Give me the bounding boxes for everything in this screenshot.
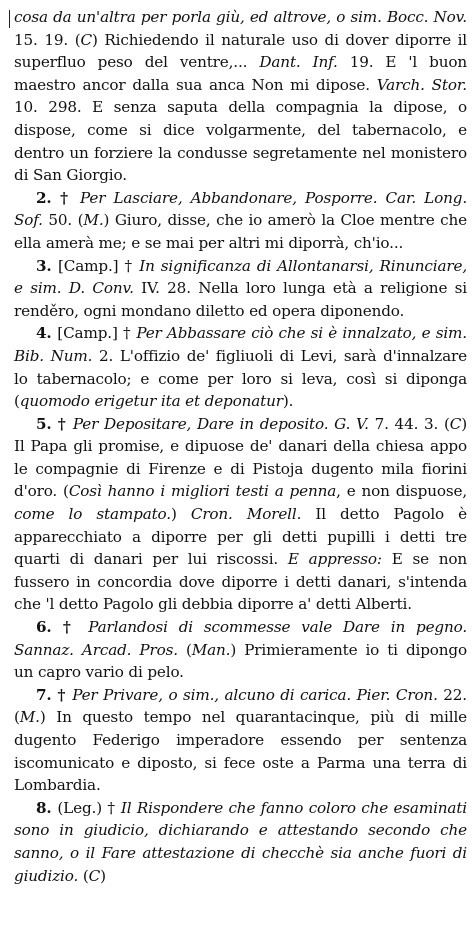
paragraph-6 bbox=[14, 616, 467, 684]
text-run: ). bbox=[282, 392, 294, 411]
text-run: Bocc. Nov. bbox=[386, 8, 467, 26]
text-run: C bbox=[80, 30, 92, 49]
text-run: 4. bbox=[36, 324, 58, 343]
text-run: Il Rispondere che fanno coloro che esaminati sono in giudicio, dichiarando e attestando secondo che sanno, o il Fare attestazione di checchè sia anche fuori di giudizio. bbox=[14, 798, 467, 885]
text-run: Parlandosi di scommesse vale Dare in pegno. Sannaz. Arcad. Pros. bbox=[14, 618, 468, 659]
text-run: [Camp.] † bbox=[57, 324, 137, 343]
text-run: IV. 28. Nella loro lunga età a religione si renděro, ogni mondano diletto ed opera diponendo. bbox=[14, 279, 467, 320]
text-run: Il detto Pagolo è apparecchiato a diporre per gli detti pupilli i detti tre quarti di danari per lui riscossi. bbox=[14, 505, 467, 569]
text-run: ) In questo tempo nel quarantacinque, più di mille dugento Federigo imperadore essendo per sentenza iscomunicato e diposto, si fece oste a Parma una terra di Lombardia. bbox=[14, 708, 467, 795]
text-run: 3. bbox=[36, 256, 59, 275]
text-run: come lo stampato. bbox=[14, 505, 171, 524]
text-run: 22. ( bbox=[14, 685, 467, 727]
text-run: Per Privare, o sim., alcuno di carica. Pier. Cron. bbox=[72, 685, 438, 704]
text-run: 50. ( bbox=[42, 211, 84, 230]
text-run: E se non fussero in concordia dove diporre i detti danari, s'intenda che 'l detto Pagolo gli debbia diporre a' detti Alberti. bbox=[14, 550, 467, 614]
text-run: (Leg.) † bbox=[57, 798, 121, 817]
text-run: ) bbox=[100, 866, 106, 885]
text-run: cosa da un'altra per porla giù, ed altrove, o sim. bbox=[14, 8, 382, 26]
text-run: M. bbox=[19, 708, 40, 727]
text-run: Per Depositare, Dare in deposito. G. V. bbox=[72, 414, 369, 433]
text-run: M. bbox=[83, 211, 104, 230]
text-run: Cron. Morell. bbox=[190, 505, 302, 524]
text-run: ) bbox=[170, 505, 191, 524]
text-run: Man. bbox=[191, 640, 231, 659]
text-run: 2. L'offizio de' figliuoli di Levi, sarà d'innalzare lo tabernacolo; e come per loro si leva, così si diponga ( bbox=[14, 346, 467, 411]
text-run: Varch. Stor. bbox=[376, 75, 467, 94]
text-run: ) Primieramente io ti dipongo un capro vario di pelo. bbox=[14, 640, 467, 682]
text-run: ( bbox=[78, 866, 89, 885]
column-rule bbox=[9, 10, 10, 28]
text-run: In significanza di Allontanarsi, Rinunciare, e sim. D. Conv. bbox=[14, 256, 467, 298]
text-run: 7. 44. 3. ( bbox=[368, 414, 450, 433]
text-run: 10. 298. E senza saputa della compagnia la dipose, o dispose, come si dice volgarmente, del tabernacolo, e dentro un forziere la condusse segretamente nel monistero di San Giorgio. bbox=[14, 98, 467, 185]
text-run: 7. † bbox=[36, 685, 73, 704]
text-run: 19. E 'l buon maestro ancor dalla sua anca Non mi dipose. bbox=[14, 53, 467, 94]
text-run: 15. 19. ( bbox=[14, 30, 81, 49]
paragraph-8 bbox=[14, 797, 467, 887]
paragraph-7 bbox=[14, 684, 467, 797]
text-run: C bbox=[88, 866, 101, 885]
text-run: 5. † bbox=[36, 414, 73, 433]
text-run: 8. bbox=[36, 798, 58, 817]
text-run: Dant. Inf. bbox=[259, 53, 338, 72]
text-run: 6. † bbox=[36, 618, 89, 637]
paragraph-1 bbox=[14, 6, 467, 187]
entry-body bbox=[14, 6, 467, 887]
text-run: 2. † bbox=[36, 188, 80, 207]
text-run: ) Giuro, disse, che io amerò la Cloe mentre che ella amerà me; e se mai per altri mi diporrà, ch'io... bbox=[14, 211, 467, 252]
text-run: ( bbox=[177, 640, 192, 659]
text-run: Così hanno i migliori testi a penna bbox=[68, 482, 337, 501]
text-run: ) Il Papa gli promise, e dipuose de' danari della chiesa appo le compagnie di Firenze e di Pistoja dugento mila fiorini d'oro. ( bbox=[14, 414, 468, 501]
text-run: E appresso: bbox=[287, 550, 382, 569]
paragraph-4 bbox=[14, 322, 467, 412]
text-run: quomodo erigetur ita et deponatur bbox=[19, 392, 283, 411]
paragraph-2 bbox=[14, 187, 467, 255]
text-run: ) Richiedendo il naturale uso di dover diporre il superfluo peso del ventre,... bbox=[14, 30, 467, 72]
paragraph-5 bbox=[14, 413, 467, 616]
paragraph-3 bbox=[14, 255, 467, 323]
text-run: [Camp.] † bbox=[58, 256, 140, 275]
text-run: C bbox=[449, 414, 462, 433]
text-run: , e non dispuose, bbox=[336, 482, 467, 501]
text-run: Per Abbassare ciò che si è innalzato, e sim. Bib. Num. bbox=[14, 324, 467, 365]
text-run: Per Lasciare, Abbandonare, Posporre. Car. Long. Sof. bbox=[14, 188, 467, 230]
